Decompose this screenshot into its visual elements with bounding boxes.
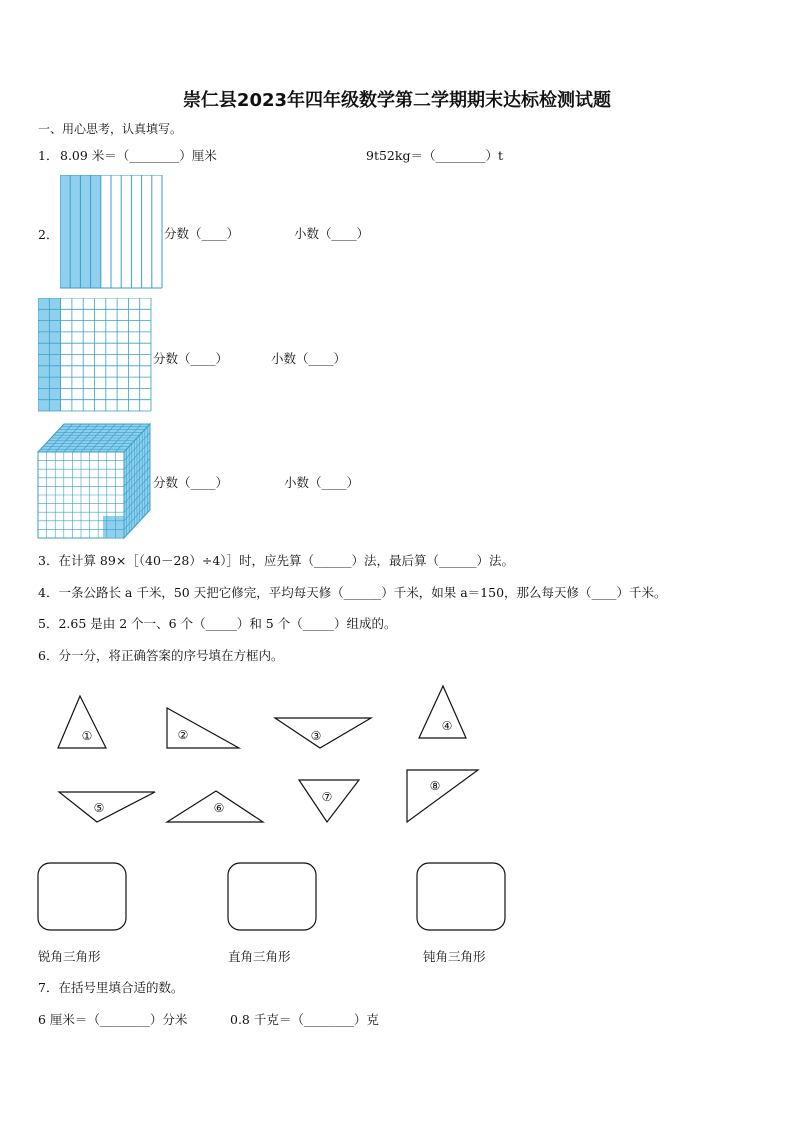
- cube-thousand: [36, 422, 154, 540]
- triangle-label-2: ②: [177, 728, 189, 742]
- q2-row1-fraction: 分数（____）: [164, 226, 240, 241]
- box-right: [228, 863, 316, 930]
- triangle-label-6: ⑥: [213, 801, 225, 815]
- triangle-5: [59, 792, 155, 822]
- q3: 3．在计算 89×［（40－28）÷4）］时，应先算（______）法，最后算（______）法。: [38, 553, 515, 568]
- q7-left: 6 厘米＝（________）分米: [38, 1012, 188, 1027]
- section-heading: 一、用心思考，认真填写。: [38, 122, 183, 136]
- q7: 7．在括号里填合适的数。: [38, 980, 184, 995]
- page-title: 崇仁县2023年四年级数学第二学期期末达标检测试题: [182, 90, 612, 111]
- triangle-8: [407, 770, 478, 822]
- box-label-acute: 锐角三角形: [38, 949, 101, 964]
- q2-row3-decimal: 小数（____）: [284, 475, 360, 490]
- grid-hundred: [38, 298, 153, 413]
- q4: 4．一条公路长 a 千米，50 天把它修完，平均每天修（______）千米，如果 a＝150，那么每天修（____）千米。: [38, 585, 667, 600]
- box-label-obtuse: 钝角三角形: [423, 949, 486, 964]
- grid-ten-strips: [60, 175, 164, 289]
- triangle-label-4: ④: [441, 719, 453, 733]
- triangle-label-8: ⑧: [429, 779, 441, 793]
- triangles-figure: [0, 680, 794, 830]
- triangle-label-3: ③: [310, 729, 322, 743]
- q2-row2-fraction: 分数（____）: [153, 351, 229, 366]
- q2-row1-decimal: 小数（____）: [294, 226, 370, 241]
- q2-row3-fraction: 分数（____）: [153, 475, 229, 490]
- q2-row2-decimal: 小数（____）: [271, 351, 347, 366]
- answer-boxes: [0, 860, 794, 935]
- q2-number: 2．: [38, 227, 59, 242]
- box-label-right: 直角三角形: [228, 949, 291, 964]
- triangle-3: [275, 718, 371, 748]
- q7-right: 0.8 千克＝（________）克: [230, 1012, 379, 1027]
- q5: 5．2.65 是由 2 个一、6 个（_____）和 5 个（_____）组成的。: [38, 616, 397, 631]
- q1-right-text: 9t52kg＝（________）t: [366, 148, 503, 163]
- triangle-label-1: ①: [81, 729, 93, 743]
- q6: 6．分一分，将正确答案的序号填在方框内。: [38, 648, 284, 663]
- q1-left: 1．: [38, 148, 59, 163]
- triangle-label-7: ⑦: [321, 790, 333, 804]
- box-acute: [38, 863, 126, 930]
- triangle-label-5: ⑤: [93, 801, 105, 815]
- box-obtuse: [417, 863, 505, 930]
- q1-left-text: 8.09 米＝（________）厘米: [60, 148, 217, 163]
